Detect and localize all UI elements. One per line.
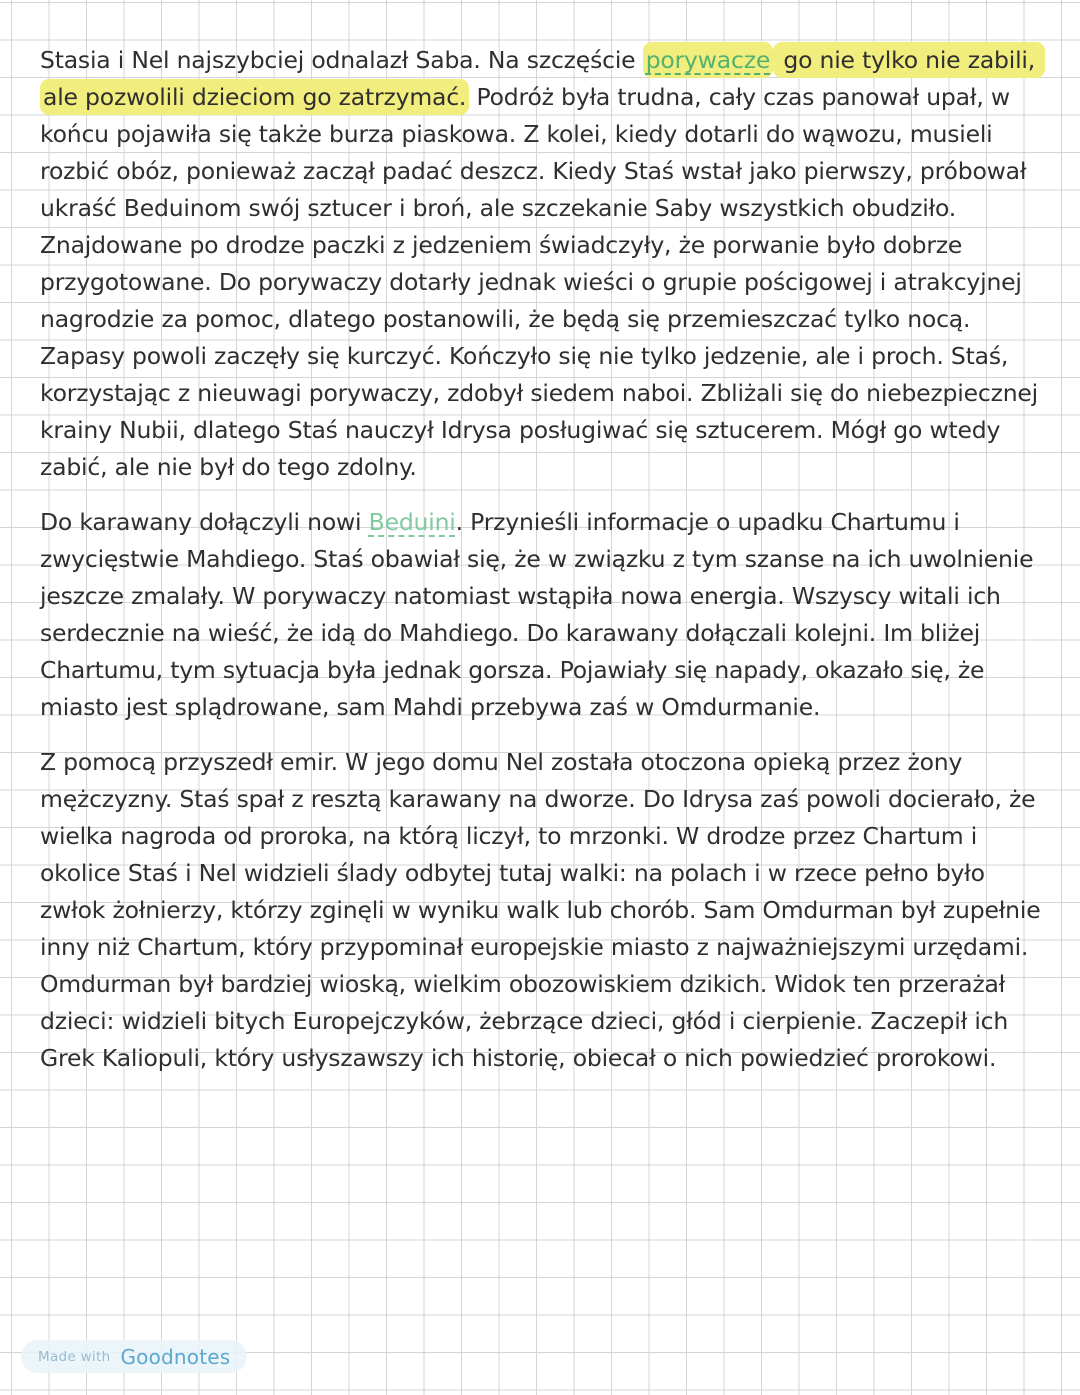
text-segment: Z pomocą przyszedł emir. W jego domu Nel została otoczona opieką przez żony mężczyzny. Staś spał z resztą karawany na dworze. Do Idrysa zaś powoli docierało, że wielka nagroda od proroka, na którą liczył, to mrzonki. W drodze przez Chartum i okolice Staś i Nel widzieli ślady odbytej tutaj walki: na polach i w rzece pełno było zwłok żołnierzy, którzy zginęli w wyniku walk lub chorób. Sam Omdurman był zupełnie inny niż Chartum, który przypominał europejskie miasto z najważniejszymi urzędami. Omdurman był bardziej wioską, wielkim obozowiskiem dzikich. Widok ten przerażał dzieci: widzieli bitych Europejczyków, żebrzące dzieci, głód i cierpienie. Zaczepił ich Grek Kaliopuli, który usłyszawszy ich historię, obiecał o nich powiedzieć prorokowi. bbox=[40, 748, 1048, 1072]
text-segment: Do karawany dołączyli nowi bbox=[40, 508, 369, 536]
goodnotes-watermark[interactable] bbox=[21, 1340, 247, 1373]
paragraph bbox=[40, 744, 1048, 1077]
paragraph bbox=[40, 42, 1044, 486]
text-segment: Podróż była trudna, cały czas panował upał, w końcu pojawiła się także burza piaskowa. Z kolei, kiedy dotarli do wąwozu, musieli rozbić obóz, ponieważ zaczął padać deszcz. Kiedy Staś wstał jako pierwszy, próbował ukraść Beduinom swój sztucer i broń, ale szczekanie Saby wszystkich obudziło. Znajdowane po drodze paczki z jedzeniem świadczyły, że porwanie było dobrze przygotowane. Do porywaczy dotarły jednak wieści o grupie pościgowej i atrakcyjnej nagrodzie za pomoc, dlatego postanowili, że będą się przemieszczać tylko nocą. Zapasy powoli zaczęły się kurczyć. Kończyło się nie tylko jedzenie, ale i proch. Staś, korzystając z nieuwagi porywaczy, zdobył siedem naboi. Zbliżali się do niebezpiecznej krainy Nubii, dlatego Staś nauczył Idrysa posługiwać się sztucerem. Mógł go wtedy zabić, ale nie był do tego zdolny. bbox=[40, 83, 1046, 481]
text-segment: . Przynieśli informacje o upadku Chartumu i zwycięstwie Mahdiego. Staś obawiał się, że w związku z tym szanse na ich uwolnienie jeszcze zmalały. W porywaczy natomiast wstąpiła nowa energia. Wszyscy witali ich serdecznie na wieść, że idą do Mahdiego. Do karawany dołączali kolejni. Im bliżej Chartumu, tym sytuacja była jednak gorsza. Pojawiały się napady, okazało się, że miasto jest splądrowane, sam Mahdi przebywa zaś w Omdurmanie. bbox=[40, 508, 1041, 721]
highlighted-text: go nie tylko nie zabili, ale pozwolili dzieciom go zatrzymać. bbox=[40, 42, 1045, 115]
note-text bbox=[40, 42, 1048, 1095]
inline-link[interactable]: Beduini bbox=[368, 508, 456, 536]
text-segment: Stasia i Nel najszybciej odnalazł Saba. Na szczęście bbox=[40, 46, 643, 74]
paragraph bbox=[40, 504, 1044, 726]
watermark-prefix-label: Made with bbox=[38, 1348, 111, 1365]
goodnotes-logo: Goodnotes bbox=[120, 1344, 231, 1369]
inline-link[interactable]: porywacze bbox=[643, 42, 773, 78]
